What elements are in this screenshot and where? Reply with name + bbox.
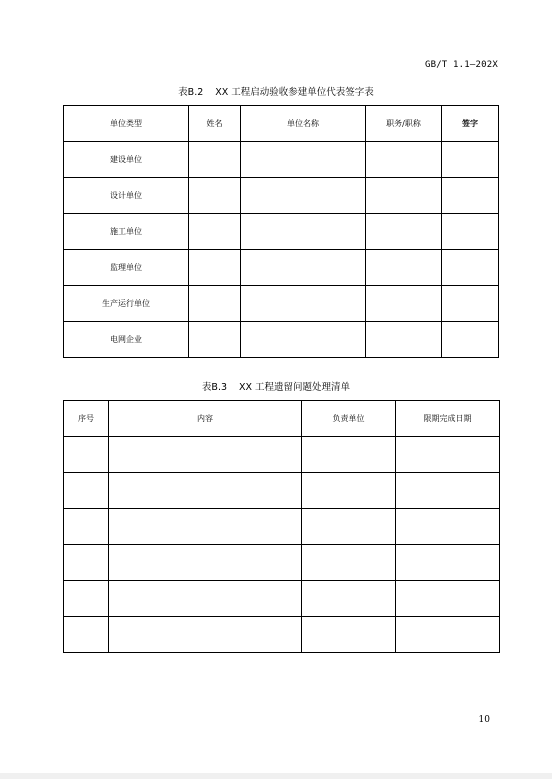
table-b3-number: 表B.3: [201, 382, 228, 393]
position-cell: [366, 322, 442, 358]
name-cell: [189, 142, 241, 178]
table-cell: [302, 545, 396, 581]
table-cell: [109, 545, 302, 581]
signature-cell: [442, 322, 499, 358]
table-cell: [109, 473, 302, 509]
table-row: [64, 214, 499, 250]
table-cell: [396, 437, 500, 473]
table-cell: [109, 437, 302, 473]
position-cell: [366, 250, 442, 286]
table-cell: [396, 581, 500, 617]
table-cell: [64, 545, 109, 581]
table-b2: [63, 105, 499, 358]
page-number: 10: [478, 715, 490, 725]
table-row: [64, 509, 500, 545]
table-b2-caption: [0, 84, 552, 98]
table-b2-header-cell: 单位名称: [241, 106, 366, 142]
table-cell: [109, 581, 302, 617]
table-b3-header-cell: 负责单位: [302, 401, 396, 437]
table-b3-header-row: [64, 401, 500, 437]
table-row: [64, 437, 500, 473]
name-cell: [189, 250, 241, 286]
table-cell: [64, 617, 109, 653]
table-b3: [63, 400, 500, 653]
table-cell: [109, 617, 302, 653]
table-row: [64, 617, 500, 653]
unit-type-cell: 设计单位: [64, 178, 189, 214]
unit-type-cell: 电网企业: [64, 322, 189, 358]
position-cell: [366, 286, 442, 322]
table-b2-header-cell: 签字: [442, 106, 499, 142]
table-b2-header-cell: 姓名: [189, 106, 241, 142]
table-row: [64, 250, 499, 286]
table-cell: [64, 473, 109, 509]
position-cell: [366, 214, 442, 250]
unit-name-cell: [241, 322, 366, 358]
page-bottom-edge: [0, 773, 552, 779]
signature-cell: [442, 214, 499, 250]
signature-cell: [442, 250, 499, 286]
table-cell: [396, 545, 500, 581]
table-b2-header-row: [64, 106, 499, 142]
table-cell: [396, 509, 500, 545]
name-cell: [189, 286, 241, 322]
signature-cell: [442, 286, 499, 322]
table-row: [64, 581, 500, 617]
table-b3-caption: [0, 379, 552, 393]
name-cell: [189, 214, 241, 250]
unit-type-cell: 施工单位: [64, 214, 189, 250]
table-row: [64, 286, 499, 322]
table-cell: [302, 581, 396, 617]
unit-name-cell: [241, 214, 366, 250]
table-cell: [302, 473, 396, 509]
table-cell: [302, 509, 396, 545]
table-row: [64, 545, 500, 581]
position-cell: [366, 178, 442, 214]
table-b2-title: XX 工程启动验收参建单位代表签字表: [215, 87, 374, 98]
table-b3-title: XX 工程遗留问题处理清单: [239, 382, 351, 393]
table-cell: [64, 581, 109, 617]
table-cell: [302, 617, 396, 653]
table-cell: [64, 437, 109, 473]
position-cell: [366, 142, 442, 178]
table-cell: [302, 437, 396, 473]
unit-type-cell: 监理单位: [64, 250, 189, 286]
unit-type-cell: 建设单位: [64, 142, 189, 178]
table-b3-header-cell: 内容: [109, 401, 302, 437]
table-row: [64, 142, 499, 178]
table-cell: [64, 509, 109, 545]
table-row: [64, 473, 500, 509]
table-b3-header-cell: 限期完成日期: [396, 401, 500, 437]
table-cell: [396, 617, 500, 653]
table-cell: [109, 509, 302, 545]
unit-name-cell: [241, 250, 366, 286]
unit-name-cell: [241, 178, 366, 214]
table-b2-header-cell: 单位类型: [64, 106, 189, 142]
table-b2-number: 表B.2: [178, 87, 204, 98]
unit-type-cell: 生产运行单位: [64, 286, 189, 322]
standard-code: GB/T 1.1—202X: [424, 60, 498, 70]
table-b3-header-cell: 序号: [64, 401, 109, 437]
signature-cell: [442, 178, 499, 214]
signature-cell: [442, 142, 499, 178]
name-cell: [189, 178, 241, 214]
unit-name-cell: [241, 286, 366, 322]
unit-name-cell: [241, 142, 366, 178]
table-cell: [396, 473, 500, 509]
table-row: [64, 178, 499, 214]
table-row: [64, 322, 499, 358]
table-b2-header-cell: 职务/职称: [366, 106, 442, 142]
name-cell: [189, 322, 241, 358]
